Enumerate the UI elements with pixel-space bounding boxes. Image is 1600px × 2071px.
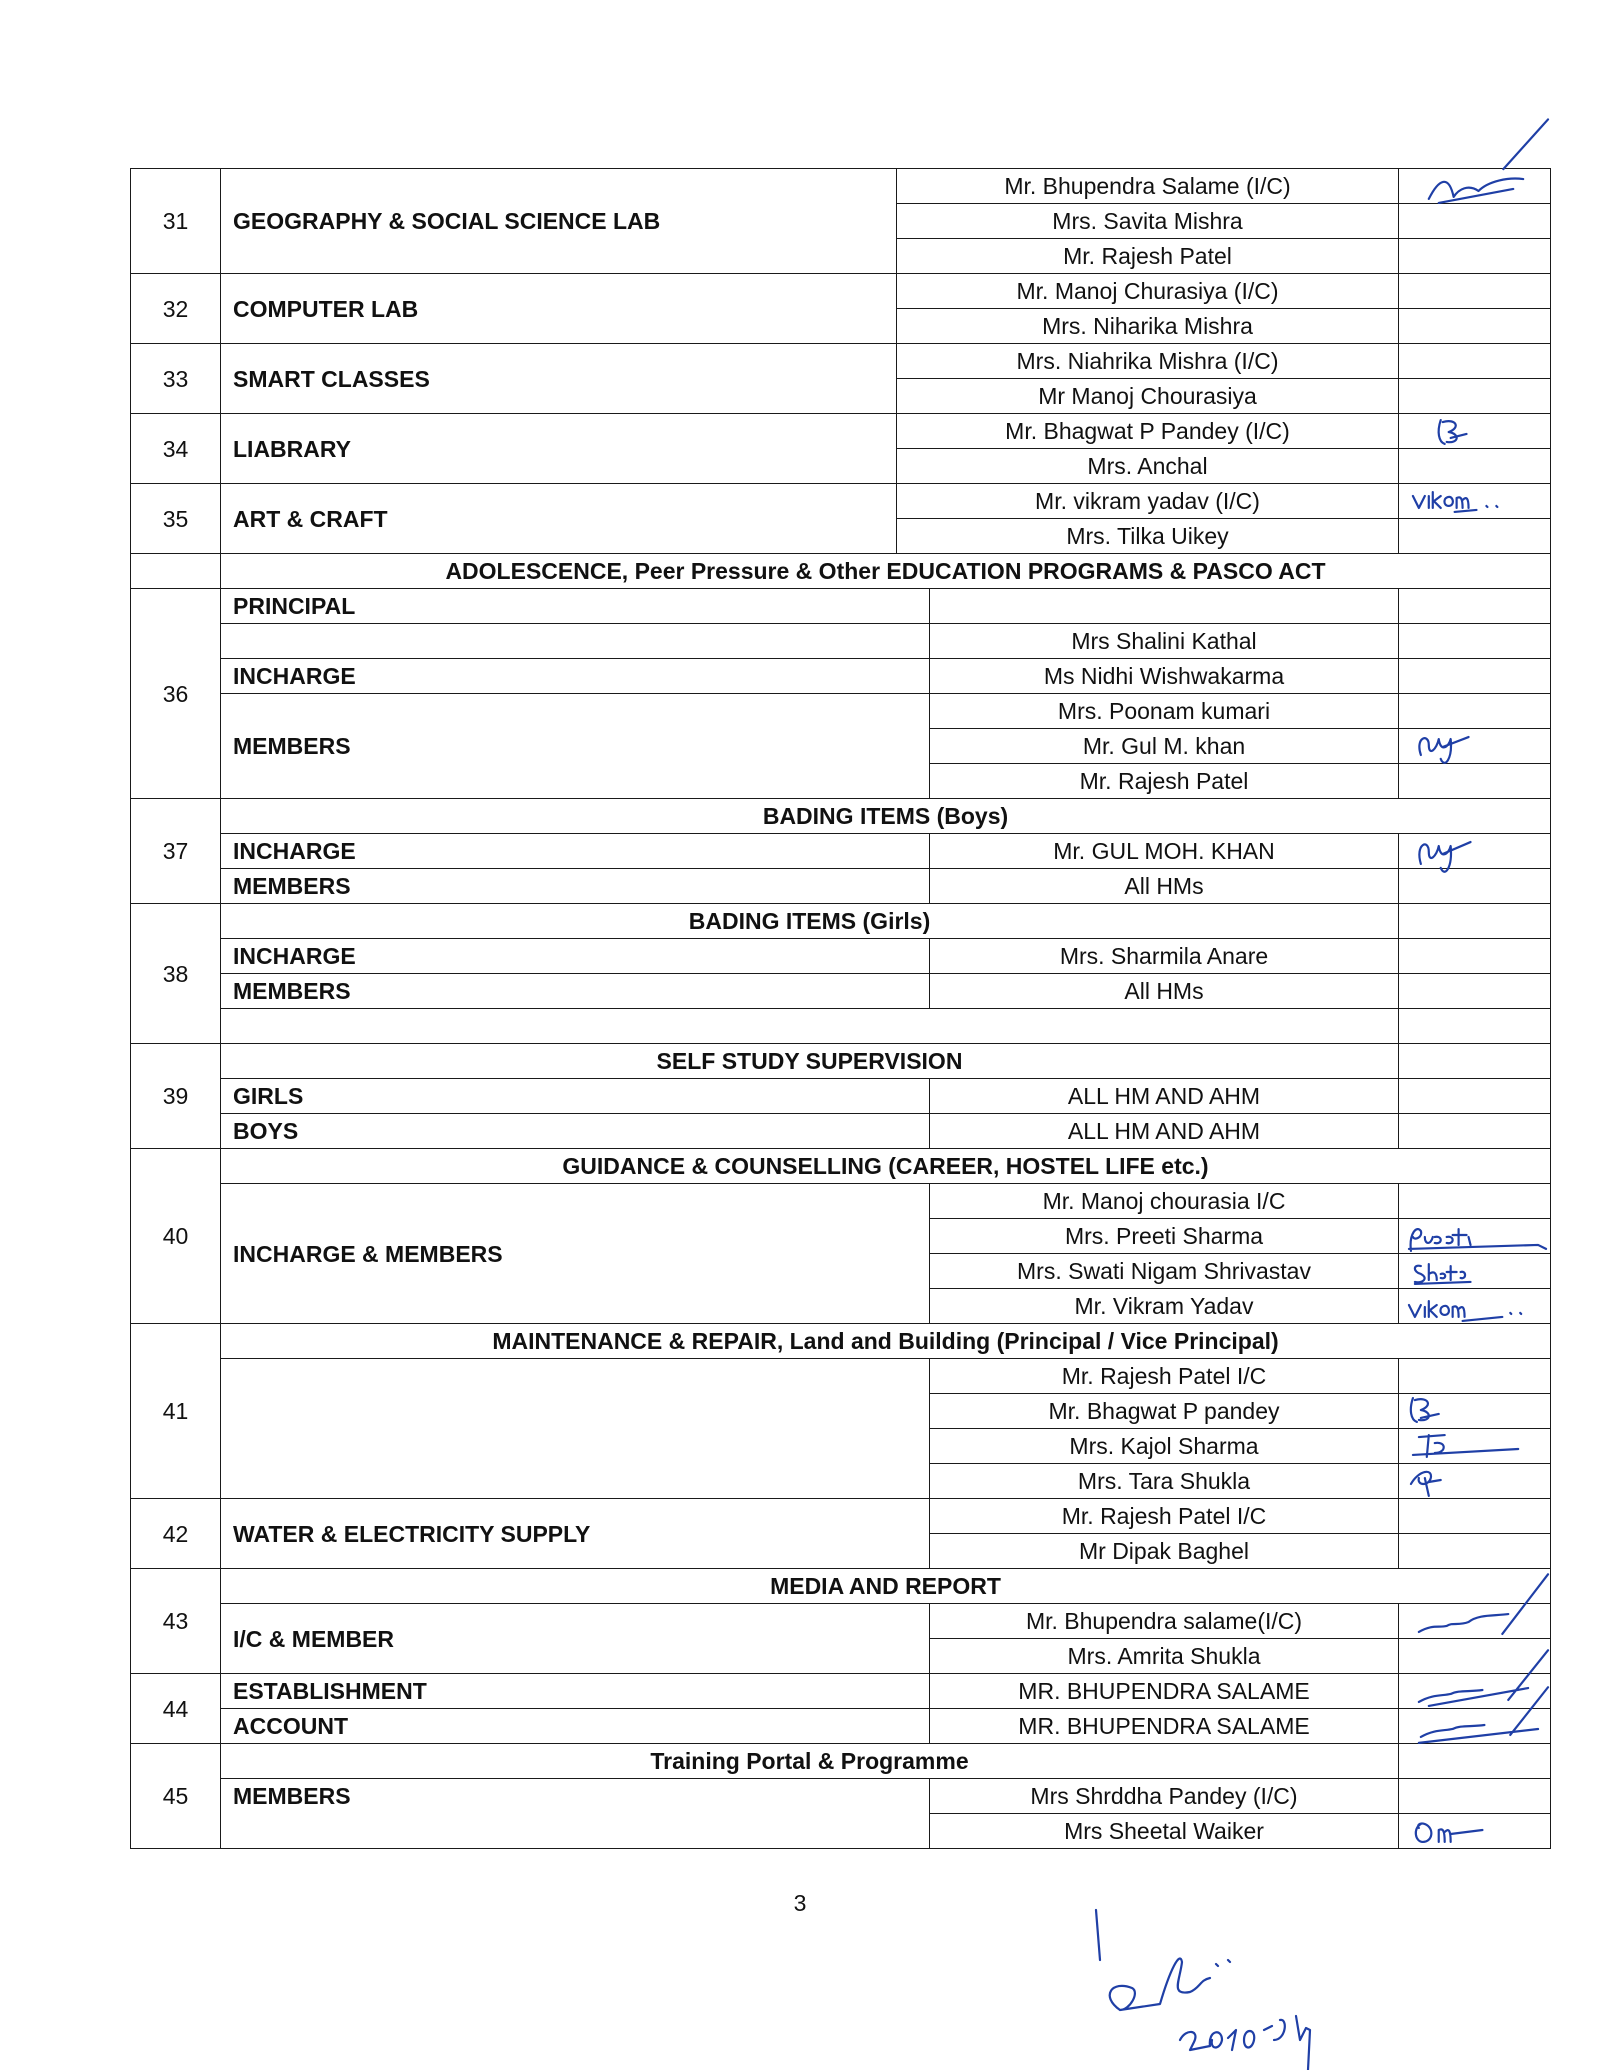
staff-name: Mr. Manoj Churasiya (I/C)	[897, 274, 1399, 309]
table-row	[131, 1324, 1551, 1359]
table-row	[131, 1079, 1551, 1114]
section-heading: BADING ITEMS (Boys)	[221, 799, 1551, 834]
staff-name: Mrs. Tilka Uikey	[897, 519, 1399, 554]
department-name: ART & CRAFT	[221, 484, 897, 554]
row-number-empty	[131, 554, 221, 589]
staff-name: Mrs. Amrita Shukla	[930, 1639, 1399, 1674]
staff-name: ALL HM AND AHM	[930, 1114, 1399, 1149]
signature-cell	[1399, 1289, 1551, 1324]
signature-cell	[1399, 624, 1551, 659]
table-row	[131, 659, 1551, 694]
row-number: 32	[131, 274, 221, 344]
staff-name: Mr. Bhagwat P pandey	[930, 1394, 1399, 1429]
staff-name: Mr. Bhupendra Salame (I/C)	[897, 169, 1399, 204]
signature-cell	[1399, 939, 1551, 974]
role-label-empty	[221, 624, 930, 659]
table-row	[131, 344, 1551, 379]
staff-name: Mr Dipak Baghel	[930, 1534, 1399, 1569]
role-label: BOYS	[221, 1114, 930, 1149]
staff-name: Mrs Shrddha Pandey (I/C)	[930, 1779, 1399, 1814]
role-label-empty	[221, 1359, 930, 1499]
staff-name-empty	[930, 589, 1399, 624]
table-row	[131, 624, 1551, 659]
signature-cell	[1399, 869, 1551, 904]
role-label: MEMBERS	[221, 1779, 930, 1849]
page-number: 3	[793, 1890, 807, 1916]
department-name: LIABRARY	[221, 414, 897, 484]
signature-icon	[1399, 1674, 1550, 1708]
signature-cell	[1399, 1394, 1551, 1429]
staff-name: Mr Manoj Chourasiya	[897, 379, 1399, 414]
signature-cell	[1399, 1709, 1551, 1744]
table-row	[131, 694, 1551, 729]
table-row	[131, 939, 1551, 974]
signature-cell	[1399, 1499, 1551, 1534]
signature-icon	[1399, 1814, 1550, 1848]
role-label: INCHARGE	[221, 659, 930, 694]
signature-icon	[1399, 1394, 1550, 1428]
table-row	[131, 169, 1551, 204]
signature-cell	[1399, 274, 1551, 309]
section-heading: Training Portal & Programme	[221, 1744, 1399, 1779]
table-row	[131, 1184, 1551, 1219]
signature-cell	[1399, 1779, 1551, 1814]
signature-cell	[1399, 1079, 1551, 1114]
signature-cell	[1399, 904, 1551, 939]
signature-icon	[1060, 1900, 1360, 2070]
table-row	[131, 1499, 1551, 1534]
table-row	[131, 799, 1551, 834]
signature-cell	[1399, 239, 1551, 274]
role-label: ESTABLISHMENT	[221, 1674, 930, 1709]
row-number: 38	[131, 904, 221, 1044]
section-heading: SELF STUDY SUPERVISION	[221, 1044, 1399, 1079]
signature-cell	[1399, 1114, 1551, 1149]
signature-icon	[1399, 729, 1550, 763]
role-label: MEMBERS	[221, 694, 930, 799]
row-number: 43	[131, 1569, 221, 1674]
role-label: GIRLS	[221, 1079, 930, 1114]
staff-name: Mrs Sheetal Waiker	[930, 1814, 1399, 1849]
signature-cell	[1399, 414, 1551, 449]
table-row	[131, 834, 1551, 869]
staff-name: Mr. Rajesh Patel	[930, 764, 1399, 799]
signature-cell	[1399, 1534, 1551, 1569]
staff-name: Mr. Bhagwat P Pandey (I/C)	[897, 414, 1399, 449]
signature-cell	[1399, 1674, 1551, 1709]
table-row	[131, 1114, 1551, 1149]
table-row	[131, 589, 1551, 624]
table-row	[131, 1359, 1551, 1394]
signature-cell	[1399, 204, 1551, 239]
signature-icon	[1399, 1604, 1550, 1638]
signature-icon	[1399, 1254, 1550, 1288]
section-heading-row	[131, 554, 1551, 589]
staff-name: Mr. GUL MOH. KHAN	[930, 834, 1399, 869]
signature-cell	[1399, 1639, 1551, 1674]
signature-cell	[1399, 729, 1551, 764]
row-number: 45	[131, 1744, 221, 1849]
staff-name: Mr. Gul M. khan	[930, 729, 1399, 764]
section-heading: BADING ITEMS (Girls)	[221, 904, 1399, 939]
staff-name: Mrs. Tara Shukla	[930, 1464, 1399, 1499]
staff-name: Mrs. Preeti Sharma	[930, 1219, 1399, 1254]
staff-name: Mr. Rajesh Patel I/C	[930, 1499, 1399, 1534]
signature-cell	[1399, 659, 1551, 694]
signature-cell	[1399, 519, 1551, 554]
signature-cell	[1399, 1359, 1551, 1394]
table-row	[131, 1779, 1551, 1814]
signature-cell	[1399, 379, 1551, 414]
table-row	[131, 274, 1551, 309]
signature-cell	[1399, 484, 1551, 519]
table-row	[131, 904, 1551, 939]
row-number: 35	[131, 484, 221, 554]
signature-cell	[1399, 1464, 1551, 1499]
staff-name: Mrs. Niahrika Mishra (I/C)	[897, 344, 1399, 379]
staff-name: MR. BHUPENDRA SALAME	[930, 1674, 1399, 1709]
staff-name: Mr. vikram yadav (I/C)	[897, 484, 1399, 519]
signature-cell	[1399, 694, 1551, 729]
row-number: 34	[131, 414, 221, 484]
signature-cell	[1399, 834, 1551, 869]
table-row	[131, 1569, 1551, 1604]
table-row	[131, 1744, 1551, 1779]
staff-name: Mrs. Anchal	[897, 449, 1399, 484]
department-name: WATER & ELECTRICITY SUPPLY	[221, 1499, 930, 1569]
signature-cell	[1399, 1009, 1551, 1044]
staff-name: Mrs. Savita Mishra	[897, 204, 1399, 239]
role-label: MEMBERS	[221, 974, 930, 1009]
signature-icon	[1399, 414, 1550, 448]
staff-name: MR. BHUPENDRA SALAME	[930, 1709, 1399, 1744]
row-number: 39	[131, 1044, 221, 1149]
signature-cell	[1399, 1254, 1551, 1289]
duty-allocation-table	[130, 168, 1551, 1849]
signature-cell	[1399, 1429, 1551, 1464]
signature-icon	[1399, 1429, 1550, 1463]
blank-cell	[221, 1009, 1399, 1044]
signature-cell	[1399, 764, 1551, 799]
role-label: INCHARGE	[221, 939, 930, 974]
staff-name: Mrs. Sharmila Anare	[930, 939, 1399, 974]
row-number: 41	[131, 1324, 221, 1499]
role-label: PRINCIPAL	[221, 589, 930, 624]
table-row	[131, 1044, 1551, 1079]
signature-cell	[1399, 1184, 1551, 1219]
table-row	[131, 974, 1551, 1009]
signature-icon	[1399, 1289, 1550, 1323]
role-label: INCHARGE	[221, 834, 930, 869]
table-row	[131, 1009, 1551, 1044]
staff-name: Mr. Rajesh Patel	[897, 239, 1399, 274]
row-number: 36	[131, 589, 221, 799]
table-row	[131, 1709, 1551, 1744]
role-label: MEMBERS	[221, 869, 930, 904]
row-number: 42	[131, 1499, 221, 1569]
staff-name: Mrs. Kajol Sharma	[930, 1429, 1399, 1464]
signature-cell	[1399, 1604, 1551, 1639]
signature-cell	[1399, 1814, 1551, 1849]
signature-icon	[1399, 1219, 1550, 1253]
staff-name: All HMs	[930, 974, 1399, 1009]
department-name: GEOGRAPHY & SOCIAL SCIENCE LAB	[221, 169, 897, 274]
staff-name: Mrs Shalini Kathal	[930, 624, 1399, 659]
signature-cell	[1399, 309, 1551, 344]
row-number: 40	[131, 1149, 221, 1324]
staff-name: Mr. Manoj chourasia I/C	[930, 1184, 1399, 1219]
section-heading: ADOLESCENCE, Peer Pressure & Other EDUCATION PROGRAMS & PASCO ACT	[221, 554, 1551, 589]
staff-name: Mr. Rajesh Patel I/C	[930, 1359, 1399, 1394]
signature-icon	[1399, 834, 1550, 868]
row-number: 44	[131, 1674, 221, 1744]
row-number: 31	[131, 169, 221, 274]
row-number: 37	[131, 799, 221, 904]
table-row	[131, 1604, 1551, 1639]
department-name: COMPUTER LAB	[221, 274, 897, 344]
signature-icon	[1399, 1464, 1550, 1498]
role-label: INCHARGE & MEMBERS	[221, 1184, 930, 1324]
table-row	[131, 414, 1551, 449]
staff-name: Mr. Vikram Yadav	[930, 1289, 1399, 1324]
table-row	[131, 1674, 1551, 1709]
department-name: SMART CLASSES	[221, 344, 897, 414]
staff-name: Mrs. Poonam kumari	[930, 694, 1399, 729]
signature-cell	[1399, 169, 1551, 204]
signature-cell	[1399, 1744, 1551, 1779]
signature-cell	[1399, 1219, 1551, 1254]
role-label: ACCOUNT	[221, 1709, 930, 1744]
signature-cell	[1399, 449, 1551, 484]
signature-cell	[1399, 1044, 1551, 1079]
table-row	[131, 484, 1551, 519]
signature-icon	[1399, 484, 1550, 518]
table-row	[131, 1149, 1551, 1184]
row-number: 33	[131, 344, 221, 414]
section-heading: MEDIA AND REPORT	[221, 1569, 1551, 1604]
signature-icon	[1399, 1709, 1550, 1743]
staff-name: All HMs	[930, 869, 1399, 904]
signature-cell	[1399, 589, 1551, 624]
staff-name: ALL HM AND AHM	[930, 1079, 1399, 1114]
signature-cell	[1399, 974, 1551, 1009]
role-label: I/C & MEMBER	[221, 1604, 930, 1674]
table-row	[131, 869, 1551, 904]
staff-name: Mr. Bhupendra salame(I/C)	[930, 1604, 1399, 1639]
section-heading: GUIDANCE & COUNSELLING (CAREER, HOSTEL LIFE etc.)	[221, 1149, 1551, 1184]
signature-icon	[1399, 169, 1550, 203]
staff-name: Mrs. Niharika Mishra	[897, 309, 1399, 344]
staff-name: Ms Nidhi Wishwakarma	[930, 659, 1399, 694]
section-heading: MAINTENANCE & REPAIR, Land and Building (Principal / Vice Principal)	[221, 1324, 1551, 1359]
signature-cell	[1399, 344, 1551, 379]
staff-name: Mrs. Swati Nigam Shrivastav	[930, 1254, 1399, 1289]
